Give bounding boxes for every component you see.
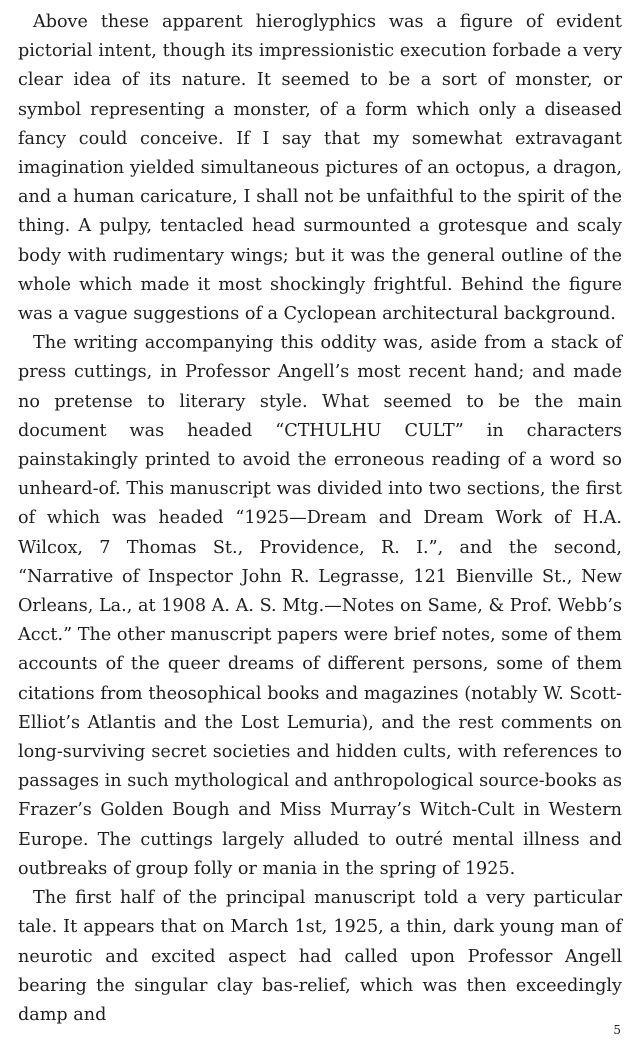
page-number: 5 xyxy=(613,1023,621,1037)
paragraph-manuscript-writing: The writing accompanying this oddity was, aside from a stack of press cuttings, in Professor Angell’s most recent hand; and made no pretense to literary style. What seemed to be the main document was headed “CTHULHU CULT” in characters painstakingly printed to avoid the erroneous reading of a word so unheard-of. This manuscript was divided into two sections, the first of which was headed “1925—Dream and Dream Work of H.A. Wilcox, 7 Thomas St., Providence, R. I.”, and the second, “Narrative of Inspector John R. Legrasse, 121 Bienville St., New Orleans, La., at 1908 A. A. S. Mtg.—Notes on Same, & Prof. Webb’s Acct.” The other manuscript papers were brief notes, some of them accounts of the queer dreams of different persons, some of them citations from theosophical books and magazines (notably W. Scott-Elliot’s Atlantis and the Lost Lemuria), and the rest comments on long-surviving secret societies and hidden cults, with references to passages in such mythological and anthropological source-books as Frazer’s Golden Bough and Miss Murray’s Witch-Cult in Western Europe. The cuttings largely alluded to outré mental illness and outbreaks of group folly or mania in the spring of 1925. xyxy=(18,333,622,879)
paragraph-principal-manuscript: The first half of the principal manuscript told a very particular tale. It appears that on March 1st, 1925, a thin, dark young man of neurotic and excited aspect had called upon Professor Angell bearing the singular clay bas-relief, which was then exceedingly damp and xyxy=(18,888,622,1025)
paragraph-figure-description: Above these apparent hieroglyphics was a figure of evident pictorial intent, though its impressionistic execution forbade a very clear idea of its nature. It seemed to be a sort of monster, or symbol representing a monster, of a form which only a diseased fancy could conceive. If I say that my somewhat extravagant imagination yielded simultaneous pictures of an octopus, a dragon, and a human caricature, I shall not be unfaithful to the spirit of the thing. A pulpy, tentacled head surmounted a grotesque and scaly body with rudimentary wings; but it was the general outline of the whole which made it most shockingly frightful. Behind the figure was a vague suggestions of a Cyclopean architectural background. xyxy=(18,12,622,325)
page-body xyxy=(18,8,622,1030)
